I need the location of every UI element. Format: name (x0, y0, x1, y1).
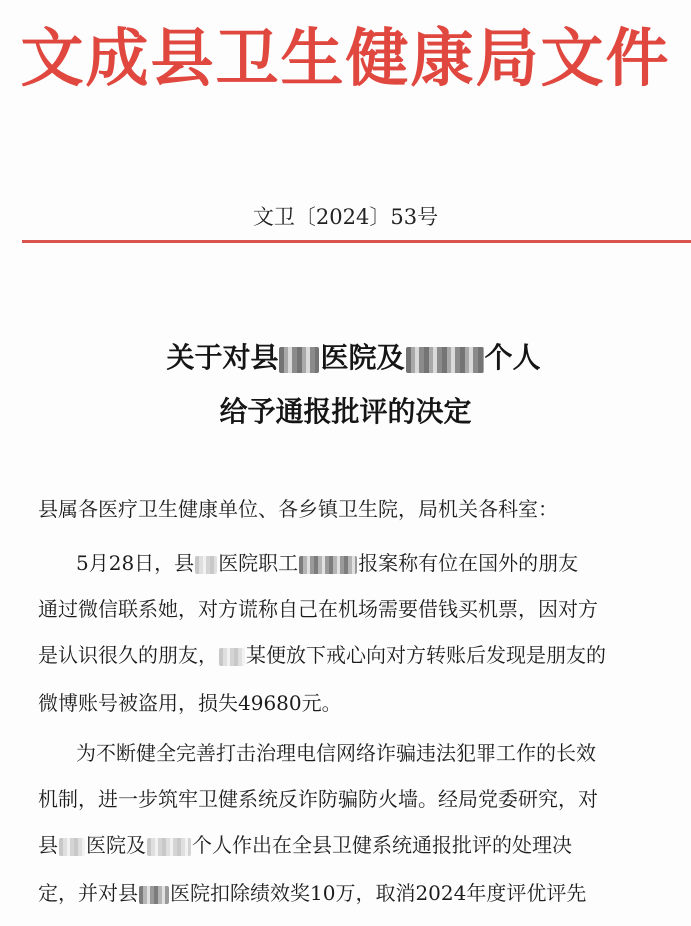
text-segment: 个人作出在全县卫健系统通报批评的处理决 (192, 833, 572, 857)
text-segment: 是认识很久的朋友， (38, 643, 218, 667)
paragraph-1-line-4: 微博账号被盗用，损失49680元。 (38, 691, 342, 715)
text-segment: 5月28日，县 (76, 551, 195, 575)
text-segment: 报案称有位在国外的朋友 (358, 551, 579, 575)
text-segment: 定，并对县 (38, 881, 138, 905)
paragraph-2-line-2: 机制，进一步筑牢卫健系统反诈防骗防火墙。经局党委研究，对 (38, 787, 598, 811)
text-segment: 某便放下戒心向对方转账后发现是朋友的 (246, 643, 606, 667)
title-text-suffix: 个人 (484, 341, 541, 374)
title-text-middle: 医院及 (320, 341, 405, 374)
document-number: 文卫〔2024〕53号 (252, 205, 439, 229)
redaction-mark (299, 556, 357, 574)
paragraph-1-line-1 (76, 548, 691, 578)
redaction-mark (59, 838, 85, 856)
paragraph-2-line-4 (38, 878, 678, 908)
redaction-mark (279, 347, 319, 373)
masthead-title: 文成县卫生健康局文件 (20, 21, 671, 95)
text-segment: 县 (38, 833, 58, 857)
title-text-prefix: 关于对县 (166, 341, 279, 374)
document-title-line-2: 给予通报批评的决定 (219, 395, 472, 428)
document-title-line-1 (8, 338, 691, 378)
text-segment: 医院及 (86, 833, 146, 857)
text-segment: 医院职工 (218, 551, 299, 575)
redaction-mark (139, 886, 169, 904)
redaction-mark (406, 347, 484, 373)
paragraph-1-line-2: 通过微信联系她，对方谎称自己在机场需要借钱买机票，因对方 (38, 597, 598, 621)
redaction-mark (195, 556, 217, 574)
redaction-mark (147, 838, 191, 856)
red-divider-line (22, 240, 691, 243)
paragraph-1-line-3 (38, 640, 678, 670)
redaction-mark (219, 648, 245, 666)
text-segment: 医院扣除绩效奖10万，取消2024年度评优评先 (170, 881, 587, 905)
paragraph-2-line-3 (38, 830, 678, 860)
salutation: 县属各医疗卫生健康单位、各乡镇卫生院，局机关各科室： (38, 497, 558, 521)
paragraph-2-line-1: 为不断健全完善打击治理电信网络诈骗违法犯罪工作的长效 (76, 741, 596, 765)
